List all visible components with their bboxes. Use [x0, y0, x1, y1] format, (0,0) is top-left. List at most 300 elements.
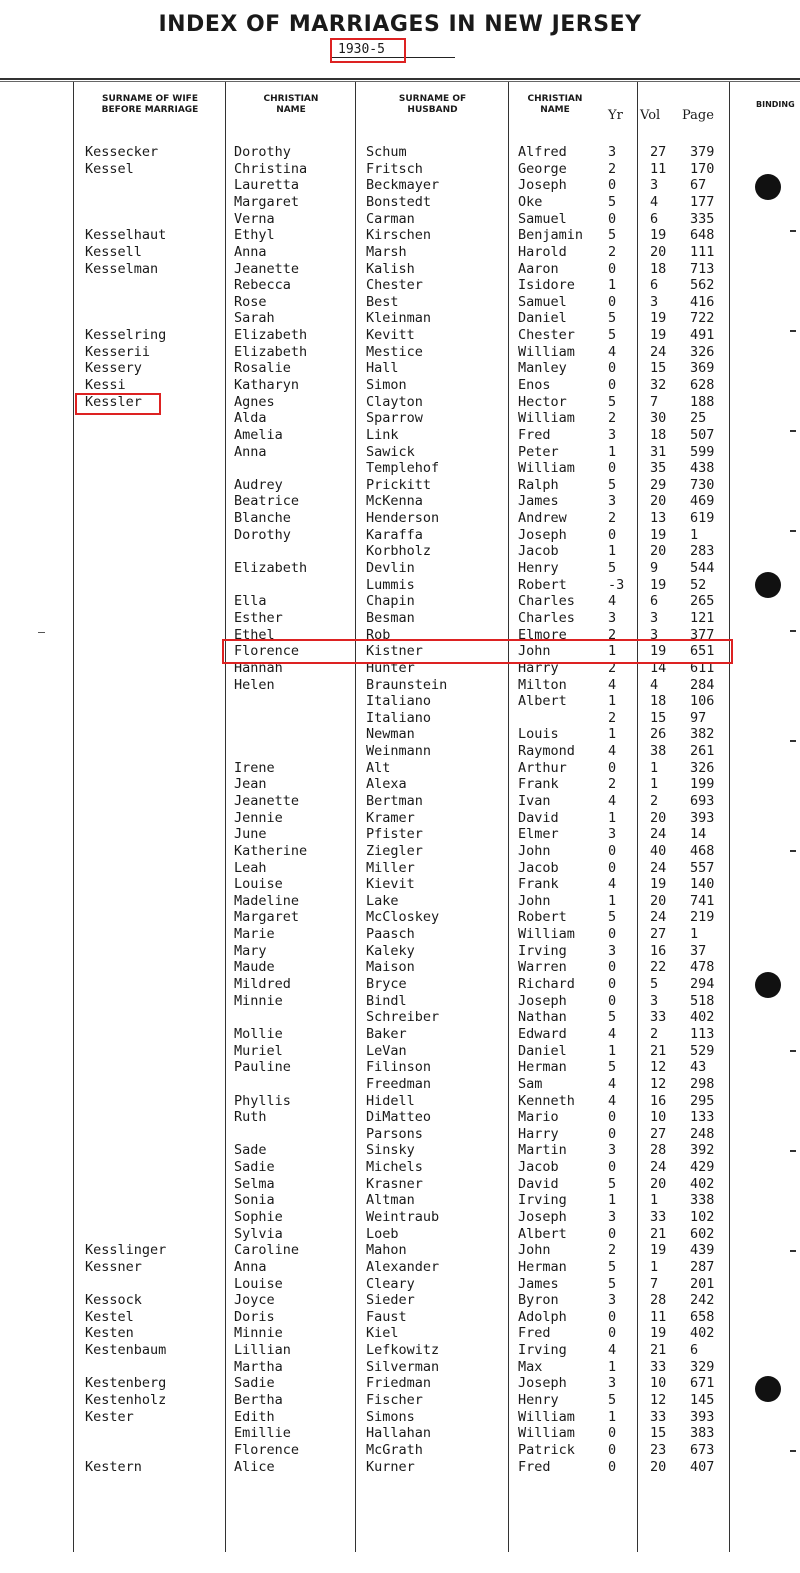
table-row [0, 1309, 800, 1326]
volume: 24 [650, 826, 667, 843]
year-digit: 4 [608, 793, 617, 809]
year-digit: 1 [608, 892, 617, 909]
husband-christian-name: Albert [518, 693, 567, 710]
table-row [0, 1325, 800, 1342]
year-digit: 4 [608, 593, 617, 610]
volume: 33 [650, 1408, 667, 1425]
volume: 19 [650, 1325, 667, 1342]
year-digit: 0 [608, 177, 617, 194]
page-number: 201 [690, 1275, 715, 1292]
wife-surname: Kessecker [85, 144, 159, 160]
wife-surname: Kessock [85, 1292, 142, 1309]
husband-christian-name: Peter [518, 443, 559, 460]
husband-surname: Paasch [366, 926, 415, 943]
year-digit: 5 [608, 1009, 617, 1026]
binding-hole [755, 174, 781, 200]
table-row [0, 1076, 800, 1093]
husband-christian-name: James [518, 493, 559, 510]
husband-surname: Link [366, 426, 399, 443]
page-number: 557 [690, 859, 715, 876]
volume: 18 [650, 426, 667, 443]
page-number: 113 [690, 1025, 715, 1042]
volume: 15 [650, 709, 667, 726]
husband-christian-name: Irving [518, 942, 567, 959]
husband-surname: Schum [366, 144, 407, 160]
page-number: 478 [690, 959, 715, 976]
table-row [0, 1059, 800, 1076]
header-text: SURNAME OF WIFE [102, 94, 198, 104]
husband-christian-name: Fred [518, 1458, 551, 1475]
table-row [0, 1009, 800, 1026]
page-number: 393 [690, 809, 715, 826]
page-number: 1 [690, 526, 699, 543]
wife-christian-name: Blanche [234, 510, 291, 527]
header-binding: BINDING [756, 100, 795, 109]
volume: 15 [650, 360, 667, 377]
husband-christian-name: Joseph [518, 526, 567, 543]
margin-tick [790, 1150, 796, 1152]
husband-surname: Carman [366, 210, 415, 227]
husband-christian-name: William [518, 1425, 575, 1442]
wife-christian-name: Jennie [234, 809, 283, 826]
year-digit: 4 [608, 876, 617, 893]
page-number: 6 [690, 1342, 699, 1359]
husband-surname: Kleinman [366, 310, 432, 327]
husband-surname: Kievit [366, 876, 415, 893]
table-row [0, 1359, 800, 1376]
table-row [0, 360, 800, 377]
page-number: 295 [690, 1092, 715, 1109]
husband-surname: Weintraub [366, 1209, 440, 1225]
husband-surname: Chester [366, 277, 423, 294]
wife-christian-name: Audrey [234, 476, 283, 493]
year-digit: 4 [608, 343, 617, 360]
volume: 21 [650, 1342, 667, 1359]
page-number: 392 [690, 1142, 715, 1159]
page-number: 97 [690, 709, 707, 726]
husband-christian-name: Arthur [518, 759, 567, 776]
page-number: 468 [690, 842, 715, 859]
husband-christian-name: Oke [518, 193, 543, 210]
husband-surname: Kistner [366, 643, 423, 660]
year-digit: 3 [608, 426, 617, 443]
volume: 3 [650, 992, 659, 1009]
year-digit: 0 [608, 1159, 617, 1175]
husband-surname: Michels [366, 1159, 423, 1175]
husband-surname: Kurner [366, 1458, 415, 1475]
margin-tick [790, 530, 796, 532]
table-row [0, 527, 800, 544]
wife-christian-name: Jeanette [234, 260, 300, 277]
husband-christian-name: Charles [518, 609, 575, 626]
husband-surname: Kramer [366, 809, 415, 826]
wife-christian-name: Ethyl [234, 227, 275, 244]
table-row [0, 726, 800, 743]
year-digit: 0 [608, 293, 617, 310]
year-digit: 0 [608, 1458, 617, 1475]
page-number: 741 [690, 892, 715, 909]
page-number: 170 [690, 160, 715, 177]
wife-christian-name: Helen [234, 676, 275, 693]
husband-christian-name: William [518, 410, 575, 427]
wife-christian-name: Rose [234, 293, 267, 310]
husband-christian-name: John [518, 643, 551, 660]
year-digit: 0 [608, 1225, 617, 1242]
husband-christian-name: Aaron [518, 260, 559, 277]
page-number: 507 [690, 426, 715, 443]
husband-christian-name: Henry [518, 1392, 559, 1408]
husband-surname: Beckmayer [366, 177, 440, 194]
volume: 19 [650, 576, 667, 593]
wife-surname: Kesselman [85, 260, 159, 277]
wife-christian-name: Maude [234, 959, 275, 976]
wife-christian-name: Mildred [234, 976, 291, 992]
table-row [0, 1026, 800, 1043]
husband-surname: Braunstein [366, 676, 448, 693]
husband-surname: Sawick [366, 443, 415, 460]
volume: 19 [650, 876, 667, 893]
husband-surname: Bonstedt [366, 193, 432, 210]
page-number: 377 [690, 626, 715, 643]
year-digit: 5 [608, 310, 617, 327]
husband-surname: Alexa [366, 776, 407, 793]
wife-christian-name: Sade [234, 1142, 267, 1159]
volume: 4 [650, 193, 659, 210]
page-number: 133 [690, 1109, 715, 1126]
husband-surname: Sparrow [366, 410, 423, 427]
husband-surname: Newman [366, 726, 415, 743]
table-row [0, 909, 800, 926]
husband-surname: Kiel [366, 1325, 399, 1342]
husband-christian-name: William [518, 926, 575, 943]
volume: 1 [650, 776, 659, 793]
page-number: 402 [690, 1325, 715, 1342]
page-number: 265 [690, 593, 715, 610]
page-number: 651 [690, 643, 715, 660]
table-row [0, 976, 800, 993]
table-row [0, 1176, 800, 1193]
page-number: 140 [690, 876, 715, 893]
page-number: 248 [690, 1125, 715, 1142]
wife-christian-name: Florence [234, 643, 300, 660]
husband-surname: Cleary [366, 1275, 415, 1292]
page-number: 407 [690, 1458, 715, 1475]
volume: 3 [650, 177, 659, 194]
wife-christian-name: Martha [234, 1358, 283, 1375]
husband-christian-name: Herman [518, 1059, 567, 1076]
volume: 6 [650, 210, 659, 227]
wife-surname: Kestenberg [85, 1375, 167, 1392]
husband-surname: LeVan [366, 1042, 407, 1059]
wife-christian-name: Louise [234, 876, 283, 893]
husband-surname: Best [366, 293, 399, 310]
year-digit: 5 [608, 1059, 617, 1076]
husband-christian-name: Herman [518, 1258, 567, 1275]
margin-tick [790, 230, 796, 232]
margin-tick [790, 630, 796, 632]
wife-christian-name: Rebecca [234, 277, 291, 294]
husband-christian-name: Byron [518, 1292, 559, 1309]
husband-surname: Bertman [366, 793, 423, 809]
table-row [0, 1292, 800, 1309]
year-digit: 1 [608, 1358, 617, 1375]
husband-surname: Henderson [366, 510, 440, 527]
husband-surname: Rob [366, 626, 391, 643]
husband-surname: Altman [366, 1192, 415, 1209]
husband-surname: Sinsky [366, 1142, 415, 1159]
husband-christian-name: Jacob [518, 543, 559, 560]
table-row [0, 876, 800, 893]
table-row [0, 1126, 800, 1143]
husband-surname: Mahon [366, 1242, 407, 1259]
husband-surname: Bindl [366, 992, 407, 1009]
husband-christian-name: Jacob [518, 1159, 559, 1175]
husband-christian-name: George [518, 160, 567, 177]
page-number: 562 [690, 277, 715, 294]
year-digit: 4 [608, 743, 617, 759]
husband-christian-name: Adolph [518, 1308, 567, 1325]
volume: 24 [650, 859, 667, 876]
table-row [0, 510, 800, 527]
husband-surname: Hall [366, 360, 399, 377]
volume: 19 [650, 526, 667, 543]
wife-christian-name: Irene [234, 759, 275, 776]
year-digit: 1 [608, 643, 617, 660]
husband-surname: Sieder [366, 1292, 415, 1309]
page-number: 369 [690, 360, 715, 377]
volume: 7 [650, 393, 659, 410]
volume: 11 [650, 1308, 667, 1325]
husband-surname: Templehof [366, 460, 440, 477]
year-digit: 1 [608, 543, 617, 560]
table-row [0, 826, 800, 843]
table-row [0, 477, 800, 494]
volume: 24 [650, 343, 667, 360]
page-number: 619 [690, 510, 715, 527]
wife-christian-name: Christina [234, 160, 308, 177]
husband-surname: DiMatteo [366, 1109, 432, 1126]
table-row [0, 177, 800, 194]
husband-christian-name: Warren [518, 959, 567, 976]
page-number: 713 [690, 260, 715, 277]
husband-christian-name: Joseph [518, 1375, 567, 1392]
husband-surname: Pfister [366, 826, 423, 843]
wife-christian-name: Beatrice [234, 493, 300, 510]
table-row [0, 1375, 800, 1392]
year-digit: 0 [608, 377, 617, 393]
wife-surname: Kestenholz [85, 1392, 167, 1408]
page-number: 730 [690, 476, 715, 493]
page-number: 438 [690, 460, 715, 477]
binding-hole [755, 972, 781, 998]
husband-surname: McCloskey [366, 909, 440, 926]
year-digit: 1 [608, 1042, 617, 1059]
wife-christian-name: Sophie [234, 1209, 283, 1225]
page-number: 393 [690, 1408, 715, 1425]
wife-christian-name: Mollie [234, 1025, 283, 1042]
year-digit: 0 [608, 1125, 617, 1142]
table-row [0, 1442, 800, 1459]
husband-surname: Hunter [366, 659, 415, 676]
table-row [0, 793, 800, 810]
husband-surname: McKenna [366, 493, 423, 510]
table-row [0, 760, 800, 777]
volume: 35 [650, 460, 667, 477]
table-row [0, 543, 800, 560]
husband-christian-name: Milton [518, 676, 567, 693]
volume: 10 [650, 1109, 667, 1126]
table-row [0, 1093, 800, 1110]
margin-tick [790, 850, 796, 852]
wife-christian-name: Lauretta [234, 177, 300, 194]
wife-christian-name: Anna [234, 443, 267, 460]
wife-christian-name: Mary [234, 942, 267, 959]
page-number: 326 [690, 759, 715, 776]
table-row [0, 677, 800, 694]
table-row [0, 1392, 800, 1409]
husband-surname: Prickitt [366, 476, 432, 493]
husband-christian-name: Daniel [518, 310, 567, 327]
table-row [0, 577, 800, 594]
husband-christian-name: Harold [518, 243, 567, 260]
wife-christian-name: Ethel [234, 626, 275, 643]
table-row [0, 1342, 800, 1359]
page-number: 219 [690, 909, 715, 926]
wife-surname: Kesserii [85, 343, 151, 360]
year-digit: 2 [608, 160, 617, 177]
wife-surname: Kessner [85, 1258, 142, 1275]
wife-surname: Kestern [85, 1458, 142, 1475]
wife-christian-name: Dorothy [234, 144, 291, 160]
year-digit: 3 [608, 826, 617, 843]
husband-christian-name: Joseph [518, 1209, 567, 1225]
wife-christian-name: Elizabeth [234, 343, 308, 360]
husband-surname: Hallahan [366, 1425, 432, 1442]
wife-christian-name: Alda [234, 410, 267, 427]
volume: 27 [650, 1125, 667, 1142]
wife-christian-name: Amelia [234, 426, 283, 443]
year-digit: 0 [608, 959, 617, 976]
husband-surname: Italiano [366, 709, 432, 726]
table-row [0, 843, 800, 860]
husband-surname: Friedman [366, 1375, 432, 1392]
wife-surname: Kesten [85, 1325, 134, 1342]
page-number: 383 [690, 1425, 715, 1442]
volume: 19 [650, 227, 667, 244]
husband-christian-name: James [518, 1275, 559, 1292]
year-digit: -3 [608, 576, 625, 593]
table-row [0, 1209, 800, 1226]
page-number: 284 [690, 676, 715, 693]
husband-christian-name: Richard [518, 976, 575, 992]
page-number: 658 [690, 1308, 715, 1325]
husband-christian-name: Robert [518, 576, 567, 593]
header-husband-surname [357, 94, 508, 116]
wife-christian-name: Caroline [234, 1242, 300, 1259]
wife-christian-name: Ella [234, 593, 267, 610]
husband-surname: Hidell [366, 1092, 415, 1109]
margin-mark [38, 632, 45, 633]
volume: 20 [650, 543, 667, 560]
husband-surname: Simon [366, 377, 407, 393]
husband-surname: Lummis [366, 576, 415, 593]
volume: 24 [650, 909, 667, 926]
page-number: 429 [690, 1159, 715, 1175]
wife-christian-name: Margaret [234, 193, 300, 210]
husband-christian-name: John [518, 842, 551, 859]
husband-christian-name: William [518, 460, 575, 477]
table-row [0, 993, 800, 1010]
header-text: CHRISTIAN [263, 94, 319, 104]
year-digit: 5 [608, 193, 617, 210]
page-number: 402 [690, 1009, 715, 1026]
husband-surname: Mestice [366, 343, 423, 360]
volume: 20 [650, 809, 667, 826]
year-digit: 0 [608, 859, 617, 876]
husband-surname: Korbholz [366, 543, 432, 560]
year-digit: 3 [608, 1292, 617, 1309]
margin-tick [790, 1450, 796, 1452]
volume: 1 [650, 759, 659, 776]
table-row [0, 743, 800, 760]
husband-surname: Freedman [366, 1075, 432, 1092]
header-husband-christian [510, 94, 600, 116]
table-row [0, 593, 800, 610]
wife-christian-name: Ruth [234, 1109, 267, 1126]
volume: 20 [650, 1458, 667, 1475]
header-text: HUSBAND [407, 105, 458, 115]
table-row [0, 893, 800, 910]
page-number: 14 [690, 826, 707, 843]
wife-surname: Kestenbaum [85, 1342, 167, 1359]
volume: 16 [650, 1092, 667, 1109]
husband-surname: Devlin [366, 560, 415, 576]
table-row [0, 194, 800, 211]
wife-surname: Kestel [85, 1308, 134, 1325]
table-row [0, 810, 800, 827]
husband-surname: Kevitt [366, 327, 415, 343]
page-number: 402 [690, 1175, 715, 1192]
volume: 5 [650, 976, 659, 992]
year-digit: 5 [608, 327, 617, 343]
husband-surname: Filinson [366, 1059, 432, 1076]
husband-christian-name: Benjamin [518, 227, 584, 244]
year-digit: 0 [608, 526, 617, 543]
year-digit: 4 [608, 1092, 617, 1109]
volume: 3 [650, 293, 659, 310]
page-number: 338 [690, 1192, 715, 1209]
husband-surname: Lefkowitz [366, 1342, 440, 1359]
husband-christian-name: Daniel [518, 1042, 567, 1059]
husband-christian-name: David [518, 1175, 559, 1192]
husband-christian-name: Nathan [518, 1009, 567, 1026]
page-number: 722 [690, 310, 715, 327]
year-digit: 1 [608, 726, 617, 743]
volume: 13 [650, 510, 667, 527]
table-row [0, 610, 800, 627]
husband-surname: Clayton [366, 393, 423, 410]
husband-christian-name: Harry [518, 659, 559, 676]
wife-christian-name: Jeanette [234, 793, 300, 809]
wife-surname: Kessery [85, 360, 142, 377]
header-wife-christian [227, 94, 355, 116]
page-number: 599 [690, 443, 715, 460]
table-row [0, 860, 800, 877]
margin-tick [790, 1050, 796, 1052]
husband-christian-name: Robert [518, 909, 567, 926]
wife-christian-name: Katharyn [234, 377, 300, 393]
page-number: 25 [690, 410, 707, 427]
